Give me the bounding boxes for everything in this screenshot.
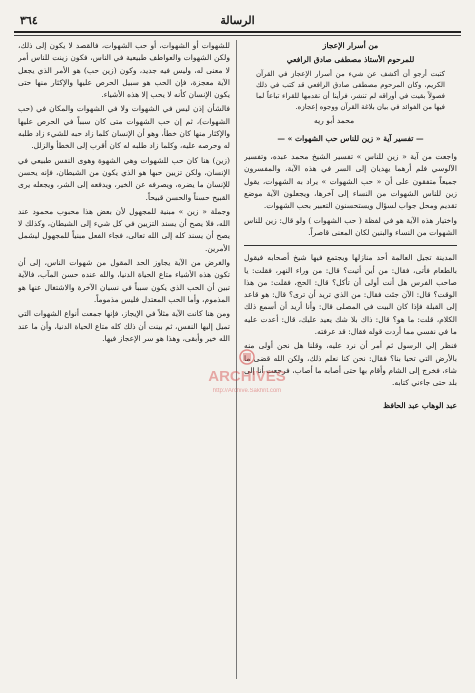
- page-header: [14, 12, 461, 30]
- watermark-word: ARCHIVES: [208, 368, 286, 385]
- column-divider: [236, 40, 237, 679]
- paragraph: المدينة تجيل العالمة أحد منازلها ويجتمع فيها شيخ أصحابه فيقول بالطعام فأتى، فقال: من أين أتيت؟ قال: من وراء النهر، فقلت: يا صاحب الفرس هل أنت أولى أن تأكل؟ قال: الحج، فقلت: من هذا الوقت؟ قال: الآن جئت فقال: من الذي تريد أن ترى؟ قال: هو قاعد إلى القبلة فإذا كان البيت في المصلى قال: وأنا أريد أن أسمع ذلك الكلام، قلت: ما هو؟ قال: ذاك بلا شك يعيد عليك، قال: أعدت عليه ما في نفسي مما أردت قوله فقال: قد عرفته.: [244, 253, 457, 337]
- right-column: [244, 40, 457, 681]
- article-signature: عبد الوهاب عبد الحافظ: [383, 400, 457, 410]
- article-author: للمرحوم الأستاذ مصطفى صادق الرافعي: [286, 55, 415, 65]
- watermark-url: http://Archive.Sakhrit.com: [212, 388, 282, 394]
- paragraph: والغرض من الآية يجاوز الحد المقول من شهوات الناس، إلى أن تكون هذه الأشياء متاع الحياة الدنيا، والله عنده حسن المآب، فالآية تبين أن الحب الذي يكون سبباً في نسيان الآخرة والاشتغال عنها هو المذموم، وأما الحب المعتدل فليس مذموماً.: [18, 258, 230, 304]
- section-rule: [244, 245, 457, 246]
- paragraph: فالشأن إذن ليس في الشهوات ولا في الشهوات والمكان في (حب الشهوات)، ثم إن حب الشهوات متى كان سبباً في الحرص عليها والإكثار منها كان خطأ، وهو أن الإنسان كلما زاد حبه للشيء زاد طلبه له وحرصه عليه، وكلما زاد طلبه له كان أقرب إلى الخطأ والزلل.: [18, 104, 230, 151]
- paragraph: واختيار هذه الآية هو في لفظة ( حب الشهوات ) ولو قال: زين للناس الشهوات من النساء والبنين لكان المعنى قاصراً.: [244, 215, 457, 237]
- paragraph: فنظر إلي الرسول ثم أمر أن نرد عليه، وقلنا هل نحن أولى منه بالأرض التي تحيا بنا؟ فقال: نحن كنا نعلم ذلك، ولكن الله قضى ما شاء، فخرج إلى الشام وأقام بها حتى أصابه ما أصاب، فرجعت أنا إلى بلد حتى جاءني كتابه.: [244, 341, 457, 388]
- paragraph: ومن هنا كانت الآية مثلاً في الإيجاز، فإنها جمعت أنواع الشهوات التي تميل إليها النفس، ثم بينت أن ذلك كله متاع الحياة الدنيا، وأن ما عند الله خير وأبقى، وهذا هو سر الإعجاز فيها.: [18, 309, 230, 343]
- article-title: من أسرار الإعجاز: [322, 41, 379, 50]
- header-rule: [14, 31, 461, 33]
- header-rule-thin: [14, 35, 461, 36]
- paragraph: واجعت من آية « زين للناس » تفسير الشيخ محمد عبده، وتفسير الآلوسي فلم أرهما يهديان إلى السر في هذه الآية، والمفسرون جميعاً متفقون على أن « حب الشهوات » يراد به الشهوات، يقول زين للناس الشهوات من النساء إلى آخرها، ويجعلون الآية موضع تقديم ومحل جواب لسؤال ويستحسنون التعبير بحب الشهوات.: [244, 152, 457, 211]
- intro-signer: محمد أبو ريه: [314, 115, 355, 125]
- paragraph: وجملة « زين » مبنية للمجهول لأن بعض هذا محبوب محمود عند الله، فلا يصح أن يسند التزيين في كل شيء إلى الشيطان، وكذلك لا يصح أن يسند كله إلى الله تعالى، فجاء الفعل مبنياً للمجهول ليشمل الأمرين.: [18, 206, 230, 253]
- section-subhead: — تفسير آية « زين للناس حب الشهوات » —: [277, 133, 424, 143]
- paragraph: للشهوات أو الشهوات، أو حب الشهوات، فالقصد لا يكون إلى ذلك، ولكن الشهوات والعواطف طبيعية في الناس، فكون زينت للناس أمر لا معنى له، وليس فيه جديد، وكون (زين حب) هو الأمر الذي يجعل الآية معجزة، فإن الحب هو سبيل الحرص عليها والإكثار منها حتى يكون الإنسان كأنه لا يحب إلا هذه الأشياء.: [18, 41, 230, 100]
- article-intro: كتبت أرجو أن أكشف عن شيء من أسرار الإعجاز في القرآن الكريم، وكان المرحوم مصطفى صادق الرافعي قد كتب في ذلك فصولاً بقيت في أوراقه لم تنشر، فرأينا أن نقدمها للقراء تباعاً لما فيها من الفوائد في بيان بلاغة القرآن ووجوه إعجازه.: [256, 69, 445, 111]
- left-column: [18, 40, 230, 681]
- page-number: ٣٦٤: [20, 14, 38, 27]
- paragraph: (زين) هنا كان حب للشهوات وهي الشهوة وهوى النفس طبيعي في الإنسان، ولكن تزيين حبها هو الذي يكون من الشيطان، فإنه يحسن للإنسان ما يضره، ويصرفه عن الخير، ويدفعه إلى الشر، ويجعله يرى القبيح حسناً والحسن قبيحاً.: [18, 155, 230, 202]
- magazine-name: الرسالة: [220, 14, 255, 27]
